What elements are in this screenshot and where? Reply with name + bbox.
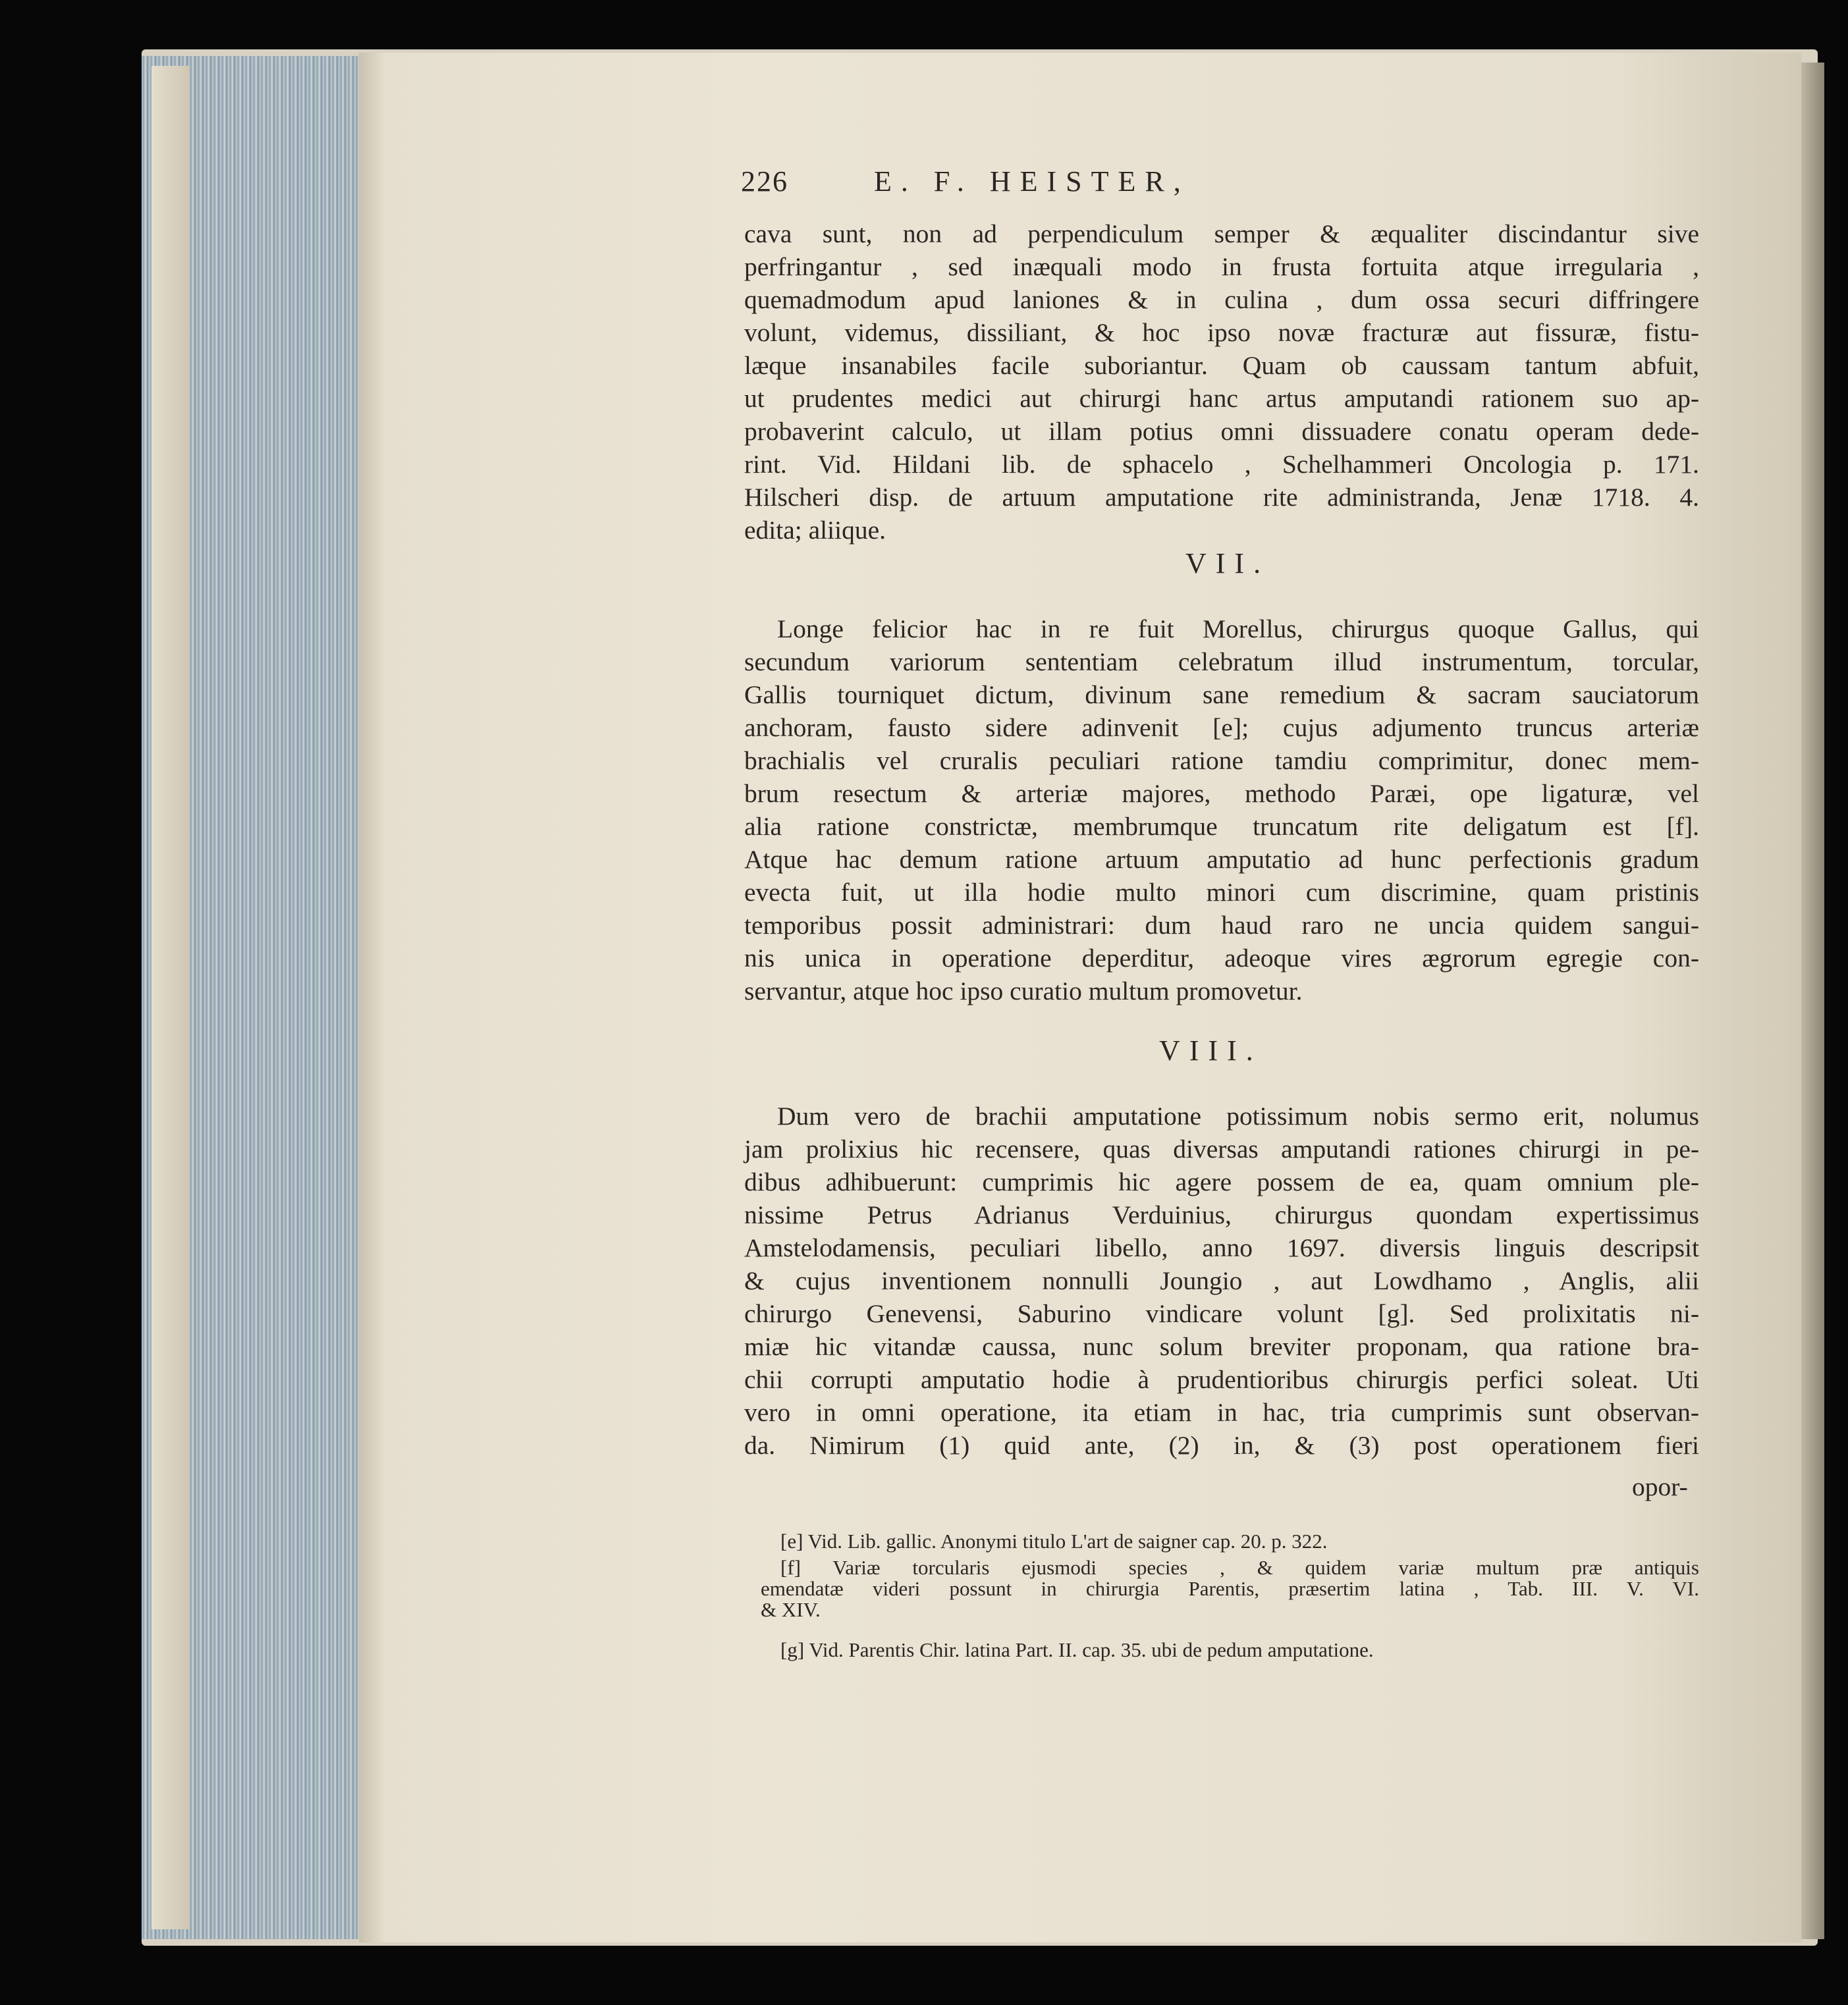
text-line: chirurgo Genevensi, Saburino vindicare volunt [g]. Sed prolixitatis ni- (744, 1299, 1699, 1328)
text-line: nissime Petrus Adrianus Verduinius, chirurgus quondam expertissimus (744, 1200, 1699, 1229)
text-line: Longe felicior hac in re fuit Morellus, chirurgus quoque Gallus, qui (777, 614, 1699, 643)
page-number: 226 (741, 165, 788, 198)
footnote-e (780, 1531, 1699, 1552)
text-line: dibus adhibuerunt: cumprimis hic agere possem de ea, quam omnium ple- (744, 1167, 1699, 1196)
text-line: anchoram, fausto sidere adinvenit [e]; cujus adjumento truncus arteriæ (744, 713, 1699, 742)
text-line: vero in omni operatione, ita etiam in hac, tria cumprimis sunt observan- (744, 1398, 1699, 1427)
text-line: rint. Vid. Hildani lib. de sphacelo , Schelhammeri Oncologia p. 171. (744, 450, 1699, 479)
text-line: læque insanabiles facile suboriantur. Quam ob caussam tantum abfuit, (744, 351, 1699, 380)
text-line: ut prudentes medici aut chirurgi hanc artus amputandi rationem suo ap- (744, 384, 1699, 413)
text-line: servantur, atque hoc ipso curatio multum promovetur. (744, 976, 1303, 1005)
text-line: brum resectum & arteriæ majores, methodo Paræi, ope ligaturæ, vel (744, 779, 1699, 808)
text-line: brachialis vel cruralis peculiari ratione tamdiu comprimitur, donec mem- (744, 746, 1699, 775)
footnote-line: [e] Vid. Lib. gallic. Anonymi titulo L'art de saigner cap. 20. p. 322. (780, 1530, 1328, 1553)
paragraph-1 (744, 217, 1699, 547)
text-line: Dum vero de brachii amputatione potissimum nobis sermo erit, nolumus (777, 1102, 1699, 1131)
text-line: temporibus possit administrari: dum haud raro ne uncia quidem sangui- (744, 911, 1699, 940)
text-line: Amstelodamensis, peculiari libello, anno 1697. diversis linguis descripsit (744, 1233, 1699, 1262)
footnote-g (780, 1640, 1699, 1661)
text-line: quemadmodum apud laniones & in culina , dum ossa securi diffringere (744, 285, 1699, 314)
text-line: Hilscheri disp. de artuum amputatione rite administranda, Jenæ 1718. 4. (744, 483, 1699, 512)
footnote-line: & XIV. (761, 1598, 821, 1621)
page-gutter-right (1801, 63, 1824, 1939)
footnote-line: [g] Vid. Parentis Chir. latina Part. II. cap. 35. ubi de pedum amputatione. (780, 1638, 1374, 1661)
section-heading-vii: VII. (1185, 547, 1270, 579)
text-line: volunt, videmus, dissiliant, & hoc ipso novæ fracturæ aut fissuræ, fistu- (744, 318, 1699, 347)
running-head (741, 165, 1795, 198)
paragraph-3 (744, 1100, 1699, 1462)
text-line: alia ratione constrictæ, membrumque truncatum rite deligatum est [f]. (744, 812, 1699, 841)
cover-edge (151, 66, 190, 1929)
text-line: jam prolixius hic recensere, quas diversas amputandi rationes chirurgi in pe- (744, 1135, 1699, 1163)
footnote-line: emendatæ videri possunt in chirurgia Parentis, præsertim latina , Tab. III. V. VI. (761, 1577, 1699, 1600)
text-line: chii corrupti amputatio hodie à prudentioribus chirurgis perfici soleat. Uti (744, 1365, 1699, 1394)
catchword: opor- (1632, 1472, 1688, 1501)
text-line: perfringantur , sed inæquali modo in frusta fortuita atque irregularia , (744, 252, 1699, 281)
footnote-line: [f] Variæ torcularis ejusmodi species , & quidem variæ multum præ antiquis (780, 1556, 1699, 1579)
running-title: E. F. HEISTER, (874, 165, 1190, 198)
text-line: secundum variorum sententiam celebratum illud instrumentum, torcular, (744, 647, 1699, 676)
text-line: miæ hic vitandæ caussa, nunc solum breviter proponam, qua ratione bra- (744, 1332, 1699, 1361)
footnote-f (761, 1556, 1699, 1621)
text-line: da. Nimirum (1) quid ante, (2) in, & (3) post operationem fieri (744, 1431, 1699, 1460)
text-line: edita; aliique. (744, 516, 886, 545)
text-line: evecta fuit, ut illa hodie multo minori cum discrimine, quam pristinis (744, 878, 1699, 907)
paragraph-2 (744, 612, 1699, 1007)
text-line: cava sunt, non ad perpendiculum semper & æqualiter discindantur sive (744, 219, 1699, 248)
text-line: nis unica in operatione deperditur, adeoque vires ægrorum egregie con- (744, 944, 1699, 973)
text-line: & cujus inventionem nonnulli Joungio , aut Lowdhamo , Anglis, alii (744, 1266, 1699, 1295)
section-heading-viii: VIII. (1159, 1034, 1263, 1067)
text-line: Atque hac demum ratione artuum amputatio ad hunc perfectionis gradum (744, 845, 1699, 874)
text-line: probaverint calculo, ut illam potius omni dissuadere conatu operam dede- (744, 417, 1699, 446)
text-line: Gallis tourniquet dictum, divinum sane remedium & sacram sauciatorum (744, 680, 1699, 709)
